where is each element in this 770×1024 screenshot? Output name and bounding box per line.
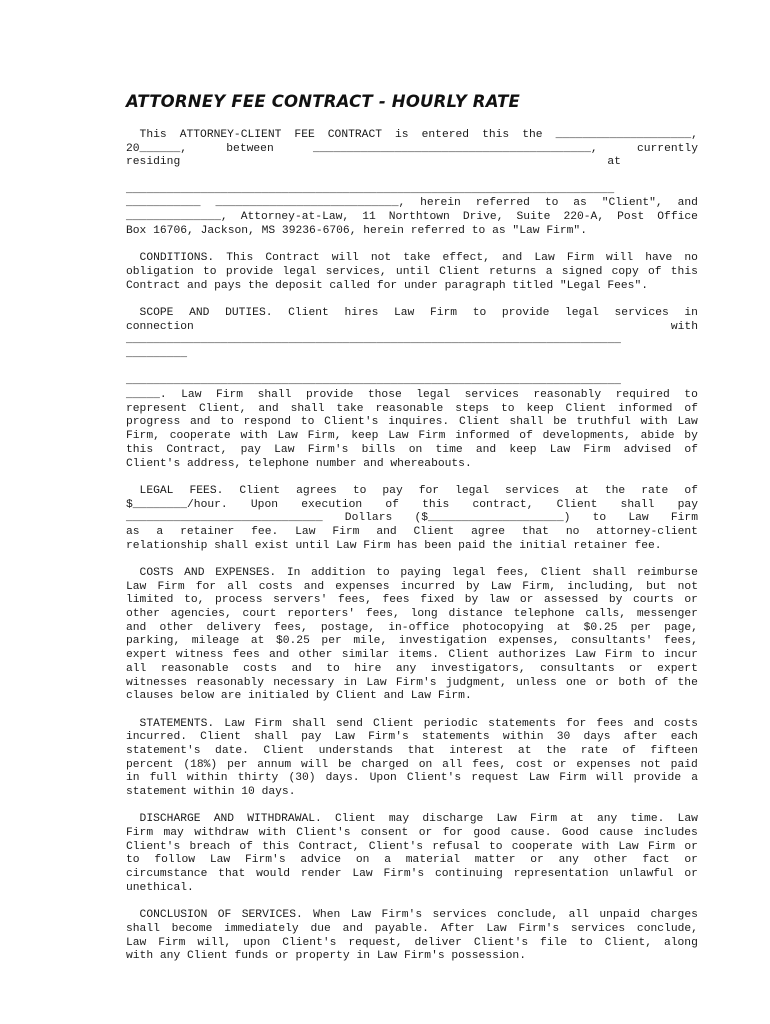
contract-line: LEGAL FEES. Client agrees to pay for legal services at the rate of	[126, 484, 698, 497]
contract-line: ___________ ___________________________, herein referred to as "Client", and	[126, 197, 698, 210]
contract-line: 20______, between _________________________________________, currently	[126, 142, 698, 155]
contract-line: Firm may withdraw with Client's consent or for good cause. Good cause includes	[126, 827, 698, 840]
paragraph-spacer	[126, 704, 698, 718]
paragraph-spacer	[126, 553, 698, 567]
contract-line: other agencies, court reporters' fees, long distance telephone calls, messenger	[126, 608, 698, 621]
contract-line: this Contract, pay Law Firm's bills on time and keep Law Firm advised of	[126, 443, 698, 456]
contract-line: Client's address, telephone number and whereabouts.	[126, 457, 472, 470]
contract-line: Box 16706, Jackson, MS 39236-6706, herein referred to as "Law Firm".	[126, 224, 587, 237]
contract-line: Law Firm will, upon Client's request, deliver Client's file to Client, along	[126, 936, 698, 949]
contract-line: expert witness fees and other similar items. Client authorizes Law Firm to incur	[126, 649, 698, 662]
contract-line: represent Client, and shall take reasonable steps to keep Client informed of	[126, 402, 698, 415]
contract-line: ________________________________________________________________________	[126, 183, 615, 196]
paragraph-spacer	[126, 293, 698, 307]
contract-paragraph	[126, 718, 698, 800]
contract-line: and other delivery fees, postage, in-office photocopying at $0.25 per page,	[126, 621, 698, 634]
contract-paragraph	[126, 813, 698, 895]
contract-paragraph	[126, 129, 698, 170]
paragraph-spacer	[126, 170, 698, 184]
contract-line: STATEMENTS. Law Firm shall send Client periodic statements for fees and costs	[126, 717, 698, 730]
contract-line: statement within 10 days.	[126, 786, 296, 798]
contract-paragraph	[126, 909, 698, 964]
contract-line: to follow Law Firm's advice on a material matter or any other fact or	[126, 854, 698, 867]
contract-line: unethical.	[126, 881, 194, 894]
paragraph-spacer	[126, 800, 698, 814]
contract-line: $________/hour. Upon execution of this contract, Client shall pay	[126, 498, 698, 511]
contract-paragraph	[126, 567, 698, 704]
contract-line: _________	[126, 348, 188, 360]
contract-paragraph	[126, 252, 698, 293]
contract-line: CONCLUSION OF SERVICES. When Law Firm's services conclude, all unpaid charges	[126, 909, 698, 922]
contract-line: Law Firm for all costs and expenses incurred by Law Firm, including, but not	[126, 580, 698, 593]
contract-line: _____________________________ Dollars ($____________________) to Law Firm	[126, 512, 698, 525]
contract-line: limited to, process servers' fees, fees fixed by law or assessed by courts or	[126, 594, 698, 607]
contract-line: parking, mileage at $0.25 per mile, investigation expenses, consultants' fees,	[126, 635, 698, 648]
contract-line: all reasonable costs and to hire any investigators, consultants or expert	[126, 662, 698, 675]
contract-line: connection with	[126, 320, 698, 333]
contract-line: as a retainer fee. Law Firm and Client agree that no attorney-client	[126, 525, 698, 538]
contract-line: in full within thirty (30) days. Upon Client's request Law Firm will provide a	[126, 772, 698, 785]
contract-line: COSTS AND EXPENSES. In addition to paying legal fees, Client shall reimburse	[126, 567, 698, 579]
contract-line: _____. Law Firm shall provide those legal services reasonably required to	[126, 389, 698, 402]
paragraph-spacer	[126, 239, 698, 253]
contract-paragraph	[126, 485, 698, 553]
contract-line: CONDITIONS. This Contract will not take effect, and Law Firm will have no	[126, 252, 698, 265]
contract-line: shall become immediately due and payable. After Law Firm's services conclude,	[126, 922, 698, 935]
contract-line: Client's breach of this Contract, Client's refusal to cooperate with Law Firm or	[126, 840, 698, 853]
paragraph-spacer	[126, 896, 698, 910]
contract-line	[126, 362, 698, 376]
document-title: ATTORNEY FEE CONTRACT - HOURLY RATE	[126, 92, 521, 111]
contract-body	[126, 129, 698, 964]
contract-line: percent (18%) per annum will be charged on all fees, cost or expenses not paid	[126, 758, 698, 771]
contract-line: SCOPE AND DUTIES. Client hires Law Firm to provide legal services in	[126, 306, 698, 319]
contract-line: Contract and pays the deposit called for under paragraph titled "Legal Fees".	[126, 279, 649, 292]
contract-line: obligation to provide legal services, until Client returns a signed copy of this	[126, 265, 698, 278]
contract-paragraph	[126, 307, 698, 471]
contract-line: residing at	[126, 156, 621, 169]
paragraph-spacer	[126, 471, 698, 485]
contract-line: witnesses reasonably necessary in Law Firm's judgment, unless one or both of the	[126, 676, 698, 689]
contract-line: incurred. Client shall pay Law Firm's statements within 30 days after each	[126, 731, 698, 744]
contract-line: statement's date. Client understands that interest at the rate of fifteen	[126, 744, 698, 757]
contract-line: clauses below are initialed by Client and Law Firm.	[126, 690, 472, 703]
contract-line: _________________________________________________________________________	[126, 334, 621, 347]
contract-line: with any Client funds or property in Law Firm's possession.	[126, 950, 526, 963]
contract-line: progress and to respond to Client's inquires. Client shall be truthful with Law	[126, 416, 698, 429]
contract-line: circumstance that would render Law Firm's continuing representation unlawful or	[126, 868, 698, 881]
contract-line: This ATTORNEY-CLIENT FEE CONTRACT is entered this the ____________________,	[126, 129, 698, 141]
contract-line: DISCHARGE AND WITHDRAWAL. Client may discharge Law Firm at any time. Law	[126, 813, 698, 826]
contract-line: _________________________________________________________________________	[126, 375, 621, 388]
contract-line: ______________, Attorney-at-Law, 11 Northtown Drive, Suite 220-A, Post Office	[126, 211, 698, 224]
contract-line: relationship shall exist until Law Firm has been paid the initial retainer fee.	[126, 539, 662, 552]
contract-line: Firm, cooperate with Law Firm, keep Law Firm informed of developments, abide by	[126, 430, 698, 443]
contract-paragraph	[126, 184, 698, 239]
